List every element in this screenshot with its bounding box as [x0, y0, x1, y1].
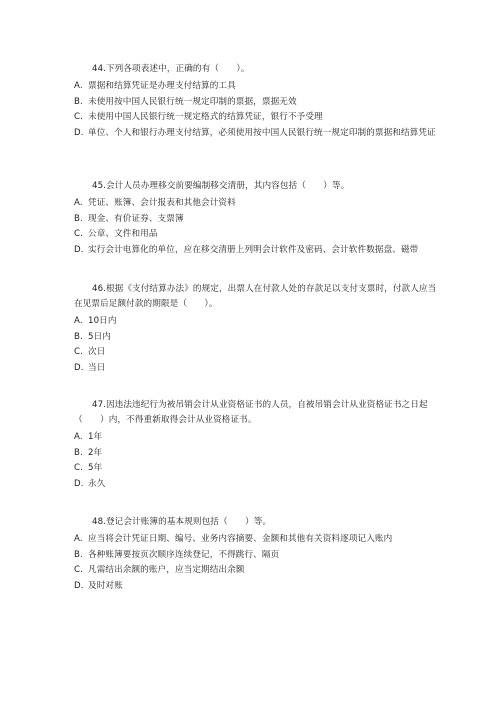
option-letter: C.	[74, 112, 83, 122]
option-text: 票据和结算凭证是办理支付结算的工具	[88, 81, 236, 91]
option-letter: B.	[74, 549, 83, 560]
option-letter: D.	[74, 478, 84, 489]
question-stem: 46.根据《支付结算办法》的规定，出票人在付款人处的存款足以支付支票时，付款人应当在见票后足额付款的期限是（ ）。	[74, 284, 437, 309]
question-stem: 45.会计人员办理移交前要编制移交清册，其内容包括（ ）等。	[92, 181, 350, 191]
option-letter: D.	[74, 127, 84, 138]
option-d	[74, 361, 442, 377]
option-c	[74, 110, 442, 126]
option-c	[74, 461, 442, 477]
option-text: 次日	[88, 347, 106, 357]
option-text: 5年	[88, 463, 103, 473]
option-letter: D.	[74, 362, 84, 373]
option-d	[74, 477, 442, 493]
option-letter: D.	[74, 244, 84, 255]
option-letter: A.	[74, 432, 83, 442]
option-text: 永久	[88, 478, 106, 489]
option-letter: A.	[74, 198, 83, 208]
option-d	[74, 126, 442, 142]
option-c	[74, 227, 442, 243]
option-text: 凡需结出余额的账户，应当定期结出余额	[88, 565, 245, 575]
option-letter: B.	[74, 213, 83, 224]
option-text: 应当将会计凭证日期、编号、业务内容摘要、金额和其他有关资料逐项记入账内	[88, 534, 393, 544]
option-d	[74, 579, 442, 595]
option-d	[74, 243, 442, 259]
option-text: 未使用按中国人民银行统一规定印制的票据，票据无效	[88, 96, 297, 107]
option-c	[74, 563, 442, 579]
option-text: 2年	[88, 447, 103, 458]
option-letter: C.	[74, 463, 83, 473]
question-48	[74, 515, 442, 594]
option-text: 1年	[88, 432, 103, 442]
option-text: 公章、文件和用品	[88, 229, 158, 239]
option-text: 凭证、账簿、会计报表和其他会计资料	[88, 198, 236, 208]
question-44	[74, 62, 442, 141]
option-a	[74, 79, 442, 95]
option-a	[74, 314, 442, 330]
option-b	[74, 548, 442, 564]
option-a	[74, 196, 442, 212]
option-a	[74, 532, 442, 548]
option-text: 10日内	[88, 316, 117, 326]
option-a	[74, 430, 442, 446]
option-b	[74, 446, 442, 462]
question-stem: 44.下列各项表述中，正确的有（ ）。	[92, 64, 250, 74]
option-text: 实行会计电算化的单位，应在移交清册上列明会计软件及密码、会计软件数据盘、磁带	[88, 244, 419, 255]
option-letter: C.	[74, 565, 83, 575]
option-letter: C.	[74, 229, 83, 239]
option-letter: A.	[74, 534, 83, 544]
option-b	[74, 212, 442, 228]
option-text: 及时对账	[88, 580, 123, 591]
option-text: 单位、个人和银行办理支付结算，必须使用按中国人民银行统一规定印制的票据和结算凭证	[88, 127, 436, 138]
option-letter: B.	[74, 331, 83, 342]
option-text: 现金、有价证券、支票簿	[88, 213, 184, 224]
option-b	[74, 330, 442, 346]
question-46	[74, 282, 442, 376]
option-text: 各种账簿要按页次顺序连续登记，不得跳行、隔页	[88, 549, 280, 560]
option-letter: C.	[74, 347, 83, 357]
option-letter: A.	[74, 316, 83, 326]
option-letter: B.	[74, 96, 83, 107]
option-letter: B.	[74, 447, 83, 458]
option-text: 未使用中国人民银行统一规定格式的结算凭证，银行不予受理	[88, 112, 323, 122]
question-47	[74, 398, 442, 492]
question-stem: 48.登记会计账簿的基本规则包括（ ）等。	[92, 517, 272, 527]
option-letter: D.	[74, 580, 84, 591]
option-text: 5日内	[88, 331, 111, 342]
option-c	[74, 345, 442, 361]
question-stem: 47.因违法违纪行为被吊销会计从业资格证书的人员，自被吊销会计从业资格证书之日起（ ）内，不得重新取得会计从业资格证书。	[74, 400, 428, 425]
option-b	[74, 95, 442, 111]
option-text: 当日	[88, 362, 106, 373]
question-45	[74, 179, 442, 258]
option-letter: A.	[74, 81, 83, 91]
